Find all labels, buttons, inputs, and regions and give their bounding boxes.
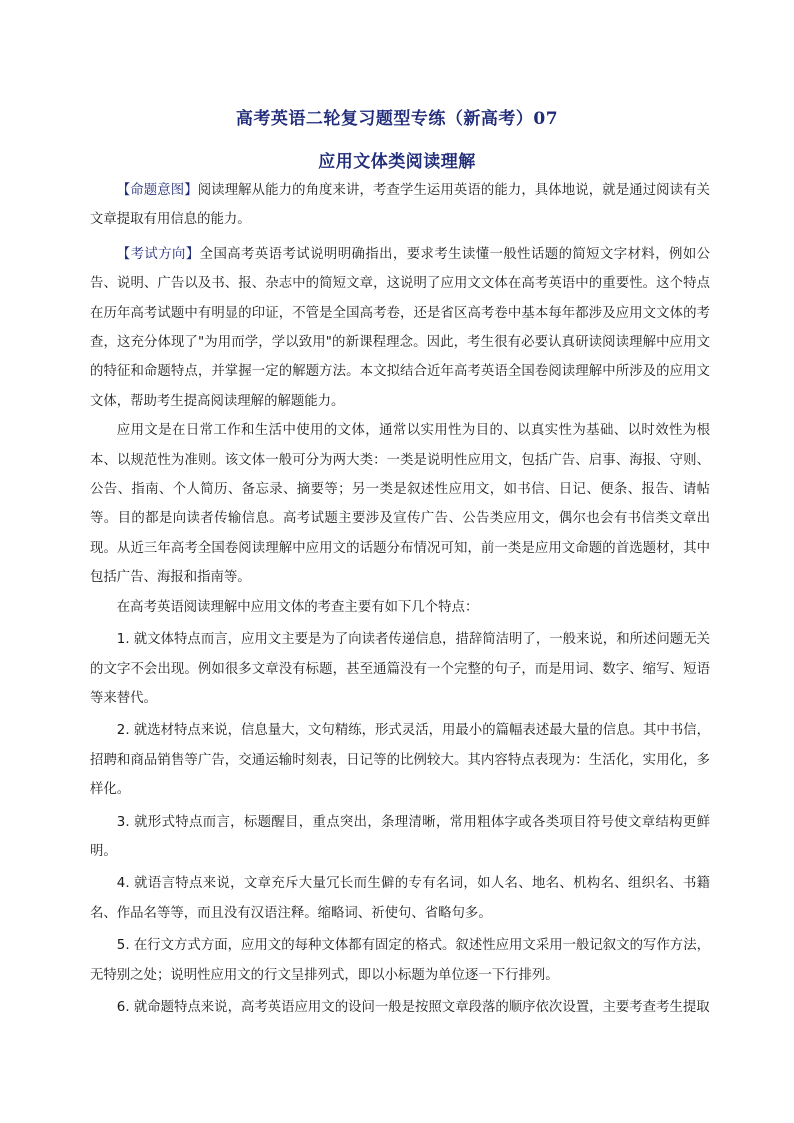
document-body [90,176,710,1022]
body-paragraph: 在高考英语阅读理解中应用文体的考查主要有如下几个特点： [116,599,479,615]
point-paragraph: 2. 就选材特点来说，信息量大，文句精练，形式灵活，用最小的篇幅表述最大量的信息。其中书信，招聘和商品销售等广告，交通运输时刻表，日记等的比例较大。其内容特点表现为：生活化，实用化，多样化。 [90,723,710,798]
intent-paragraph [90,176,710,235]
point-paragraph: 5. 在行文方式方面，应用文的每种文体都有固定的格式。叙述性应用文采用一般记叙文的写作方法，无特别之处；说明性应用文的行文呈排列式，即以小标题为单位逐一下行排列。 [90,938,710,983]
point-paragraph: 3. 就形式特点而言，标题醒目，重点突出，条理清晰，常用粗体字或各类项目符号使文章结构更鲜明。 [90,814,710,859]
intent-text: 阅读理解从能力的角度来讲，考查学生运用英语的能力，具体地说，就是通过阅读有关文章提取有用信息的能力。 [90,183,710,228]
direction-text: 全国高考英语考试说明明确指出，要求考生读懂一般性话题的简短文字材料，例如公告、说明、广告以及书、报、杂志中的简短文章，这说明了应用文文体在高考英语中的重要性。这个特点在历年高考试题中有明显的印证，不管是全国高考卷，还是省区高考卷中基本每年都涉及应用文文体的考查，这充分体现了"为用而学，学以致用"的新课程理念。因此，考生很有必要认真研读阅读理解中应用文的特征和命题特点，并掌握一定的解题方法。本文拟结合近年高考英语全国卷阅读理解中所涉及的应用文文体，帮助考生提高阅读理解的解题能力。 [90,246,711,409]
direction-tag: 【考试方向】 [116,246,200,262]
document-title: 高考英语二轮复习题型专练（新高考）07 [235,109,559,129]
point-paragraph: 1. 就文体特点而言，应用文主要是为了向读者传递信息，措辞简洁明了，一般来说，和所述问题无关的文字不会出现。例如很多文章没有标题，甚至通篇没有一个完整的句子，而是用词、数字、缩写、短语等来替代。 [90,632,710,706]
point-paragraph: 4. 就语言特点来说，文章充斥大量冗长而生僻的专有名词，如人名、地名、机构名、组织名、书籍名、作品名等等，而且没有汉语注释。缩略词、祈使句、省略句多。 [90,876,710,921]
direction-paragraph [90,240,710,416]
point-paragraph: 6. 就命题特点来说，高考英语应用文的设问一般是按照文章段落的顺序依次设置，主要考查考生提取 [116,999,710,1015]
document-subtitle: 应用文体类阅读理解 [318,152,476,172]
body-paragraph: 应用文是在日常工作和生活中使用的文体，通常以实用性为目的、以真实性为基础、以时效性为根本、以规范性为准则。该文体一般可分为两大类：一类是说明性应用文，包括广告、启事、海报、守则、公告、指南、个人简历、备忘录、摘要等；另一类是叙述性应用文，如书信、日记、便条、报告、请帖等。目的都是向读者传输信息。高考试题主要涉及宣传广告、公告类应用文，偶尔也会有书信类文章出现。从近三年高考全国卷阅读理解中应用文的话题分布情况可知，前一类是应用文命题的首选题材，其中包括广告、海报和指南等。 [90,423,710,586]
intent-tag: 【命题意图】 [116,183,198,198]
